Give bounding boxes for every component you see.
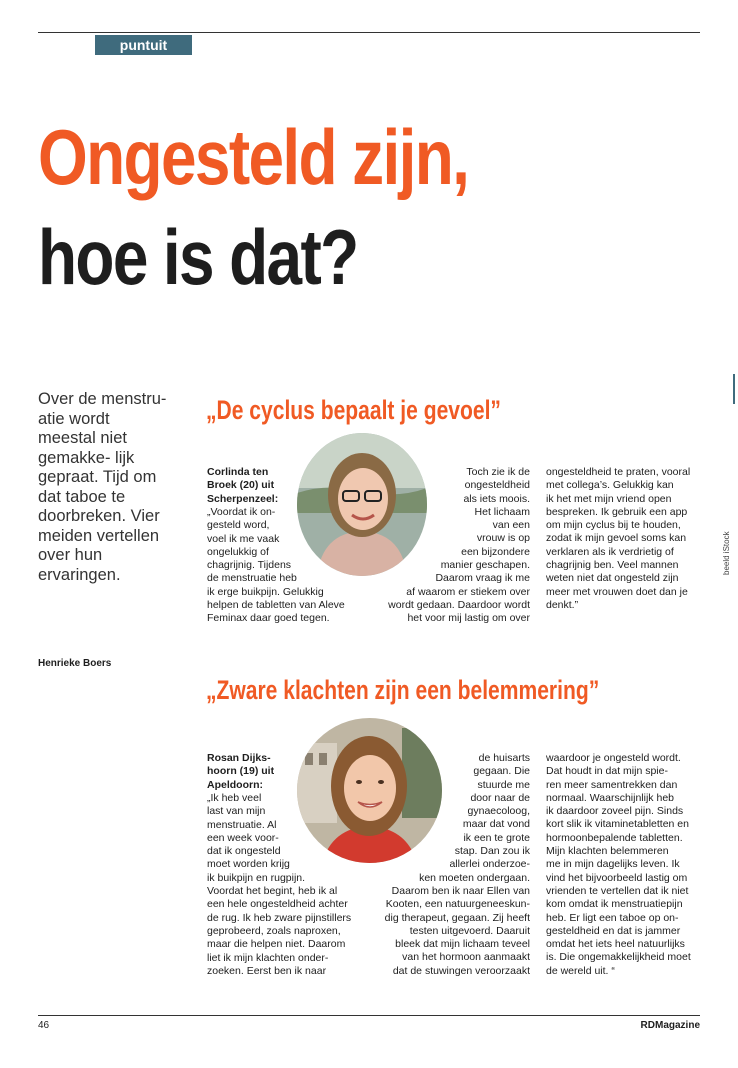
story2-subtitle: „Zware klachten zijn een belemmering”	[206, 675, 600, 705]
headline-line-1: Ongesteld zijn,	[38, 113, 469, 201]
headline-line-2: hoe is dat?	[38, 213, 358, 301]
author-name: Henrieke Boers	[38, 658, 112, 669]
story2-col1-text: „Ik heb veel last van mijn menstruatie. Al een week voor- dat ik ongesteld moet worden krijg ik buikpijn en rugpijn. Voordat het begint, heb ik al een hele ongesteldheid achter de rug. Ik heb zware pijnstillers geprobeerd, zoals naproxen, maar die helpen niet. Daarom liet ik mijn klachten onder- zoeken. Eerst ben ik naar	[207, 792, 352, 977]
story2-col1-intro: Rosan Dijks- hoorn (19) uit Apeldoorn:	[207, 752, 275, 791]
intro-text: Over de menstru- atie wordt meestal niet gemakke- lijk gepraat. Tijd om dat taboe te doorbreken. Vier meiden vertellen over hun ervaringen.	[38, 390, 167, 584]
story1-subtitle: „De cyclus bepaalt je gevoel”	[206, 395, 501, 425]
page-number: 46	[38, 1020, 50, 1031]
story2-col3-text: waardoor je ongesteld wordt. Dat houdt in dat mijn spie- ren meer samentrekken dan normaal. Waarschijnlijk heb ik daardoor zoveel pijn. Sinds kort slik ik vitaminetabletten en hormoonbepalende tabletten. Mijn klachten belemmeren me in mijn dagelijks leven. Ik vind het bijvoorbeeld lastig om vrienden te vertellen dat ik niet kom omdat ik menstruatiepijn heb. Er ligt een taboe op on- gesteldheid en dat is jammer omdat het iets heel natuurlijks is. Die ongemakkelijkheid moet de wereld uit. “	[546, 752, 691, 977]
story1-col2-text: Toch zie ik de ongesteldheid als iets moois. Het lichaam van een vrouw is op een bijzondere manier geschapen. Daarom vraag ik me af waarom er stiekem over wordt gedaan. Daardoor wordt het voor mij lastig om over	[388, 466, 530, 625]
story2-col2-text: de huisarts gegaan. Die stuurde me door naar de gynaecoloog, maar dat vond ik een te grote stap. Dan zou ik allerlei onderzoe- ken moeten ondergaan. Daarom ben ik naar Ellen van Kooten, een natuurgeneeskun- dig therapeut, gegaan. Zij heeft testen uitgevoerd. Daaruit bleek dat mijn lichaam teveel van het hormoon aanmaakt dat de stuwingen veroorzaakt	[384, 752, 530, 977]
photo-credit: beeld iStock	[722, 531, 731, 575]
top-rule	[38, 32, 700, 33]
magazine-name: RDMagazine	[640, 1020, 700, 1031]
story1-col1-text: „Voordat ik on- gesteld word, voel ik me vaak ongelukkig of chagrijnig. Tijdens de menstruatie heb ik erge buikpijn. Gelukkig helpen de tabletten van Aleve Feminax daar goed tegen.	[207, 506, 345, 625]
page-edge-marker	[733, 374, 735, 404]
story1-col3-text: ongesteldheid te praten, vooral met collega’s. Gelukkig kan ik het met mijn vriend open bespreken. Ik gebruik een app om mijn cyclus bij te houden, zodat ik mijn gevoel soms kan verklaren als ik verdrietig of chagrijnig ben. Veel mannen weten niet dat ongesteld zijn meer met vrouwen doet dan je denkt.”	[546, 466, 691, 611]
footer-rule	[38, 1015, 700, 1016]
section-tag: puntuit	[95, 35, 192, 55]
story1-col1-intro: Corlinda ten Broek (20) uit Scherpenzeel:	[207, 466, 279, 505]
